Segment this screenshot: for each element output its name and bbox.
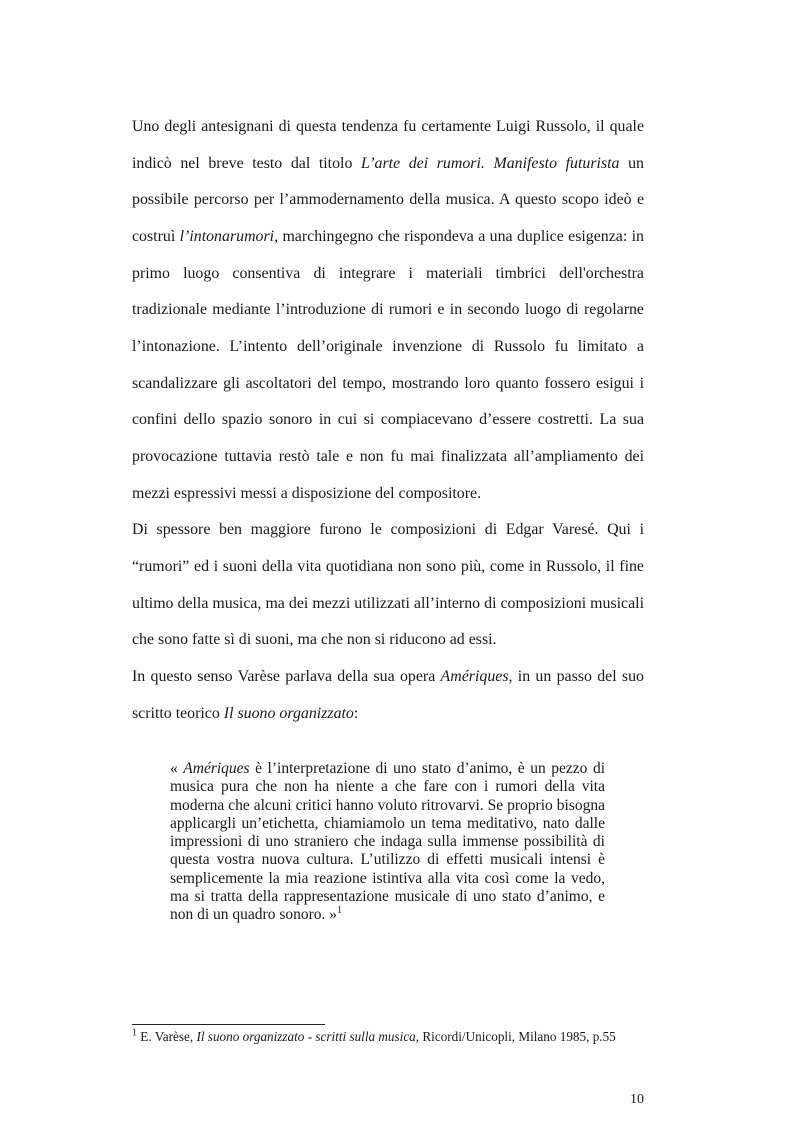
book-title-arte-dei-rumori: L’arte dei rumori. Manifesto futurista	[361, 154, 620, 172]
work-title-ameriques: Amériques	[440, 667, 509, 685]
book-title-suono-organizzato: Il suono organizzato	[223, 704, 354, 722]
footnote: $^1$ E. Varèse, Il suono organizzato - scritti sulla musica, Ricordi/Unicopli, Milano 1985, p.55	[132, 1027, 616, 1044]
footnote-reference[interactable]: 1	[337, 905, 343, 917]
paragraph-varese: Di spessore ben maggiore furono le composizioni di Edgar Varesé. Qui i “rumori” ed i suoni della vita quotidiana non sono più, come in Russolo, il fine ultimo della musica, ma dei mezzi utilizzati all’interno di composizioni musicali che sono fatte sì di suoni, ma che non si riducono ad essi.	[132, 521, 644, 649]
paragraph-russolo: Uno degli antesignani di questa tendenza fu certamente Luigi Russolo, il quale indicò nel breve testo dal titolo L’arte dei rumori. Manifesto futurista un possibile percorso per l’ammodernamento della musica. A questo scopo ideò e costruì l’intonarumori, marchingegno che rispondeva a una duplice esigenza: in primo luogo consentiva di integrare i materiali timbrici dell'orchestra tradizionale mediante l’introduzione di rumori e in secondo luogo di regolarne l’intonazione. L’intento dell’originale invenzione di Russolo fu limitato a scandalizzare gli ascoltatori del tempo, mostrando loro quanto fossero esigui i confini dello spazio sonoro in cui si compiacevano d’essere costretti. La sua provocazione tuttavia restò tale e non fu mai finalizzata all’ampliamento dei mezzi espressivi messi a disposizione del compositore.	[132, 118, 644, 502]
quote-work-title: Amériques	[183, 760, 250, 777]
term-intonarumori: l’intonarumori	[179, 227, 275, 245]
page-number: 10	[630, 1092, 644, 1107]
footnote-book-title: Il suono organizzato - scritti sulla musica,	[196, 1029, 420, 1044]
paragraph-ameriques-intro: In questo senso Varèse parlava della sua opera Amériques, in un passo del suo scritto teorico Il suono organizzato:	[132, 667, 644, 722]
footnote-divider	[132, 1024, 325, 1025]
body-text	[132, 109, 644, 732]
footnote-marker: 1	[132, 1027, 137, 1039]
block-quote: « Amériques è l’interpretazione di uno stato d’animo, è un pezzo di musica pura che non ha niente a che fare con i rumori della vita moderna che alcuni critici hanno voluto ritrovarvi. Se proprio bisogna applicargli un’etichetta, chiamiamolo un tema meditativo, nato dalle impressioni di uno straniero che indaga sulla immense possibilità di questa vostra nuova cultura. L’utilizzo di effetti musicali intensi è semplicemente la mia reazione istintiva alla vita così come la vedo, ma si tratta della rappresentazione musicale di uno stato d’animo, e non di un quadro sonoro. »$^1$	[170, 760, 605, 924]
